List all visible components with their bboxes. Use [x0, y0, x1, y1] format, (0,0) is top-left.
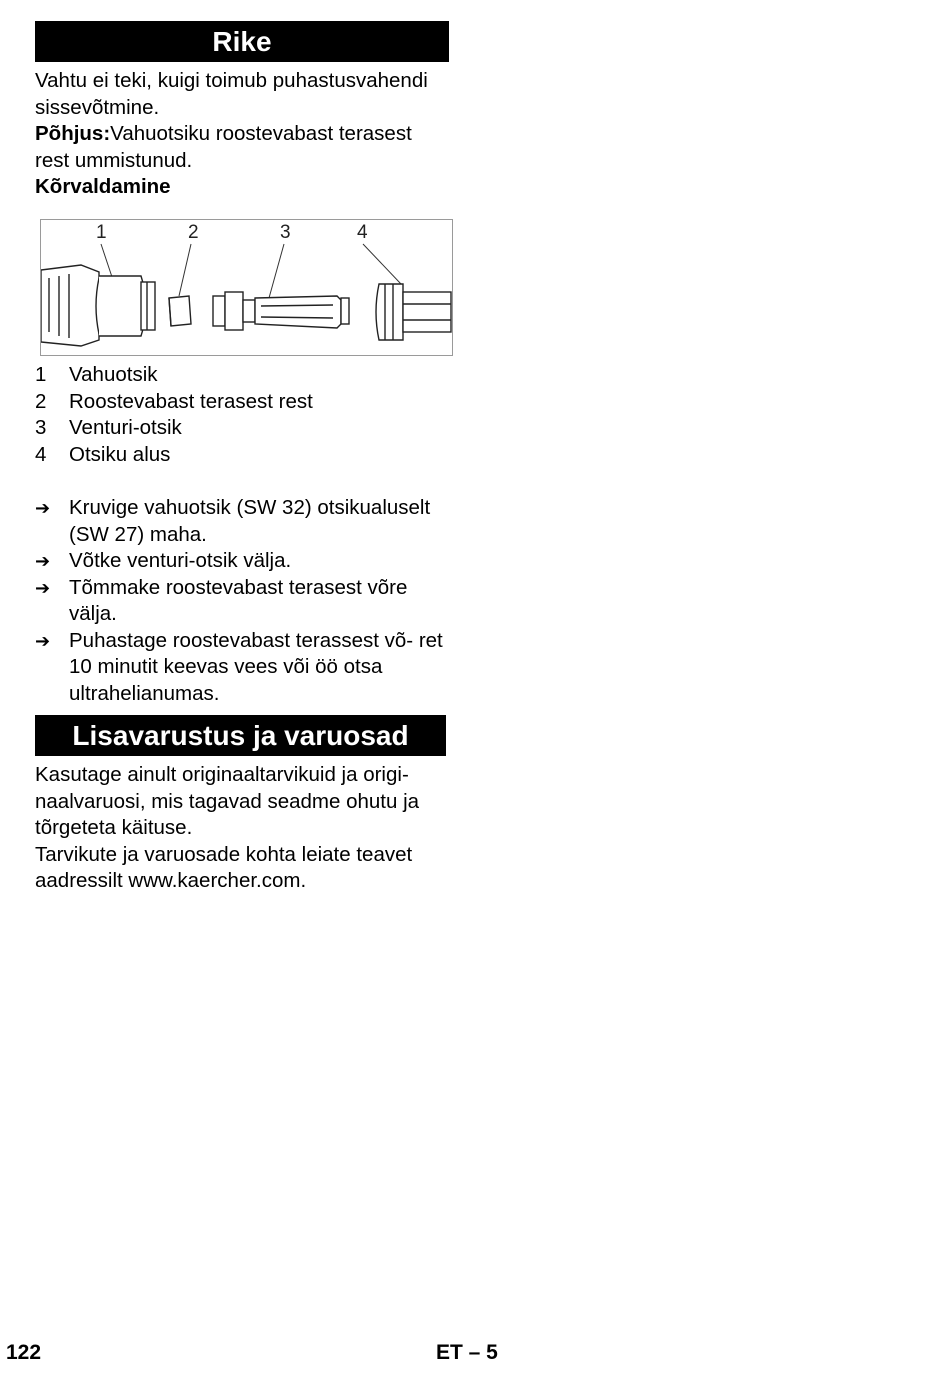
nozzle-exploded-diagram [40, 219, 453, 356]
fault-description [35, 68, 449, 201]
step-item [35, 495, 449, 548]
arrow-right-icon: ➔ [35, 551, 51, 571]
venturi-nozzle-part [213, 292, 349, 330]
step-item [35, 628, 449, 708]
diagram-legend [35, 362, 449, 468]
symptom-text: Vahtu ei teki, kuigi toimub puhastusvahendi sissevõtmine. [35, 69, 428, 119]
callout-1: 1 [96, 222, 107, 243]
legend-item [35, 389, 449, 416]
steel-grid-part [169, 296, 191, 326]
remedy-steps [35, 495, 449, 707]
cause-line [35, 121, 449, 174]
cause-label: Põhjus: [35, 122, 111, 145]
page-number: 122 [6, 1341, 42, 1364]
legend-item [35, 362, 449, 389]
callout-3: 3 [280, 222, 291, 243]
arrow-right-icon: ➔ [35, 630, 51, 651]
legend-label: Roostevabast terasest rest [69, 389, 313, 413]
step-text: Võtke venturi-otsik välja. [69, 549, 292, 572]
legend-label: Otsiku alus [69, 442, 171, 466]
callout-2: 2 [188, 222, 199, 243]
legend-number: 2 [35, 389, 47, 413]
legend-label: Venturi-otsik [69, 416, 182, 439]
legend-number: 1 [35, 363, 47, 386]
legend-number: 3 [35, 416, 47, 439]
step-text: Puhastage roostevabast terassest võ- ret 10 minutit keevas vees või öö otsa ultrahelianumas. [69, 628, 443, 705]
cause-text: Vahuotsiku roostevabast terasest rest ummistunud. [35, 122, 412, 172]
arrow-right-icon: ➔ [35, 498, 51, 518]
legend-item [35, 442, 449, 469]
page-code: ET – 5 [436, 1341, 498, 1364]
step-item [35, 548, 449, 575]
accessories-para-1: Kasutage ainult originaaltarvikuid ja origi- naalvaruosi, mis tagavad seadme ohutu ja tõrgeteta käituse. [35, 763, 420, 839]
section-heading-accessories: Lisavarustus ja varuosad [35, 715, 446, 756]
arrow-right-icon: ➔ [35, 577, 51, 598]
legend-item [35, 415, 449, 442]
nozzle-base-part [376, 284, 451, 340]
nozzle-diagram-svg [41, 220, 452, 355]
accessories-text [35, 762, 449, 895]
legend-number: 4 [35, 442, 47, 466]
step-text: Tõmmake roostevabast terasest võre välja. [69, 575, 408, 625]
foam-nozzle-part [41, 265, 155, 346]
accessories-para-2: Tarvikute ja varuosade kohta leiate teavet aadressilt www.kaercher.com. [35, 842, 413, 892]
callout-4: 4 [357, 222, 368, 243]
step-item [35, 575, 449, 628]
section-heading-rike: Rike [35, 21, 449, 62]
remedy-label: Kõrvaldamine [35, 175, 171, 198]
legend-label: Vahuotsik [69, 363, 158, 386]
step-text: Kruvige vahuotsik (SW 32) otsikualuselt (SW 27) maha. [69, 496, 431, 546]
